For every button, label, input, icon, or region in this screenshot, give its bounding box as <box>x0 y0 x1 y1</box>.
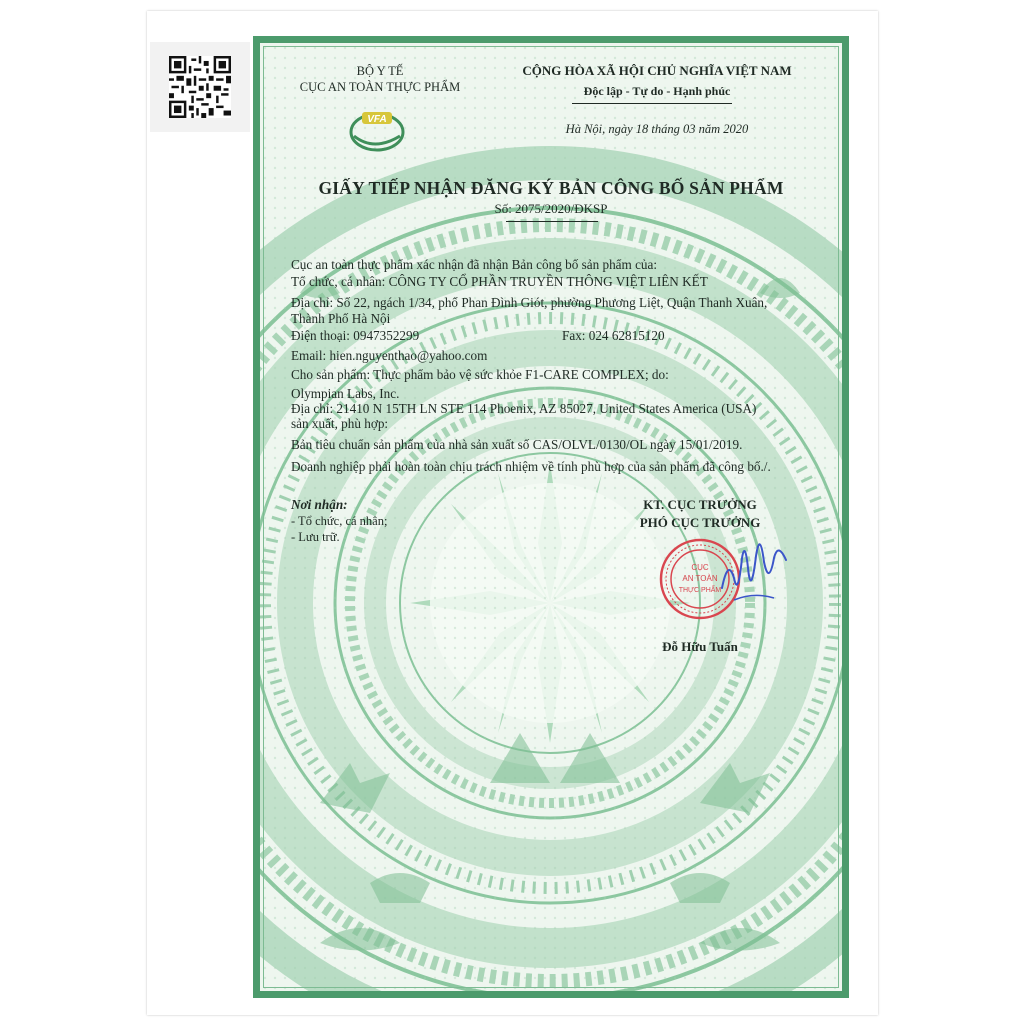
body-manufacturer: Olympian Labs, Inc. <box>291 386 400 401</box>
page-title: GIẤY TIẾP NHẬN ĐĂNG KÝ BẢN CÔNG BỐ SẢN PHẨM <box>318 178 784 198</box>
body-standard: Bản tiêu chuẩn sản phẩm của nhà sản xuất số CAS/OLVL/0130/OL ngày 15/01/2019. <box>291 437 743 452</box>
body-organization: Tổ chức, cá nhân: CÔNG TY CỔ PHẦN TRUYỀN THÔNG VIỆT LIÊN KẾT <box>291 274 708 289</box>
qr-code <box>150 42 250 132</box>
recipient-item: - Lưu trữ. <box>291 530 340 544</box>
signer-name: Đỗ Hữu Tuấn <box>662 639 738 654</box>
country-name: CỘNG HÒA XÃ HỘI CHỦ NGHĨA VIỆT NAM <box>522 63 792 78</box>
document-number: Số: 2075/2020/ĐKSP <box>494 201 608 216</box>
signature-title <box>590 496 810 532</box>
motto: Độc lập - Tự do - Hạnh phúc <box>583 84 731 98</box>
body-mfr-note: sản xuất, phù hợp: <box>291 416 389 431</box>
dateline: Hà Nội, ngày 18 tháng 03 năm 2020 <box>565 122 749 136</box>
body-mfr-address: Địa chỉ: 21410 N 15TH LN STE 114 Phoenix, AZ 85027, United States America (USA) <box>291 401 757 416</box>
handwritten-signature <box>712 538 792 618</box>
recipients-heading: Nơi nhận: <box>291 497 348 512</box>
certificate <box>253 36 849 998</box>
body-intro: Cục an toàn thực phẩm xác nhận đã nhận Bản công bố sản phẩm của: <box>291 257 658 272</box>
title-underline <box>506 221 598 222</box>
body-address-2: Thành Phố Hà Nội <box>291 311 391 326</box>
body-fax: Fax: 024 62815120 <box>562 328 665 343</box>
agency-name: CỤC AN TOÀN THỰC PHẨM <box>299 80 461 94</box>
body-phone: Điện thoại: 0947352299 <box>291 328 420 343</box>
vfa-logo <box>342 106 412 152</box>
signature-line-1: KT. CỤC TRƯỞNG <box>643 497 757 512</box>
stamp-text-2: AN TOÀN <box>682 574 718 583</box>
body-email: Email: hien.nguyenthao@yahoo.com <box>291 348 488 363</box>
qr-code-icon <box>169 56 231 118</box>
recipients-block <box>291 497 387 545</box>
stamp-text-3: THỰC PHẨM <box>678 587 722 594</box>
stamp-text-1: CỤC <box>691 563 709 572</box>
logo-text: VFA <box>367 114 387 125</box>
body-product: Cho sản phẩm: Thực phẩm bảo vệ sức khỏe F1-CARE COMPLEX; do: <box>291 367 669 382</box>
body-responsibility: Doanh nghiệp phải hoàn toàn chịu trách nhiệm về tính phù hợp của sản phẩm đã công bố./. <box>291 459 771 474</box>
signature-line-2: PHÓ CỤC TRƯỞNG <box>639 515 761 530</box>
recipient-item: - Tổ chức, cá nhân; <box>291 514 388 528</box>
ministry-block <box>280 63 480 95</box>
ministry-name: BỘ Y TẾ <box>356 64 404 78</box>
body-address-1: Địa chỉ: Số 22, ngách 1/34, phố Phan Đình Giót, phường Phương Liệt, Quận Thanh Xuân, <box>291 295 768 310</box>
motto-underline <box>572 103 732 104</box>
